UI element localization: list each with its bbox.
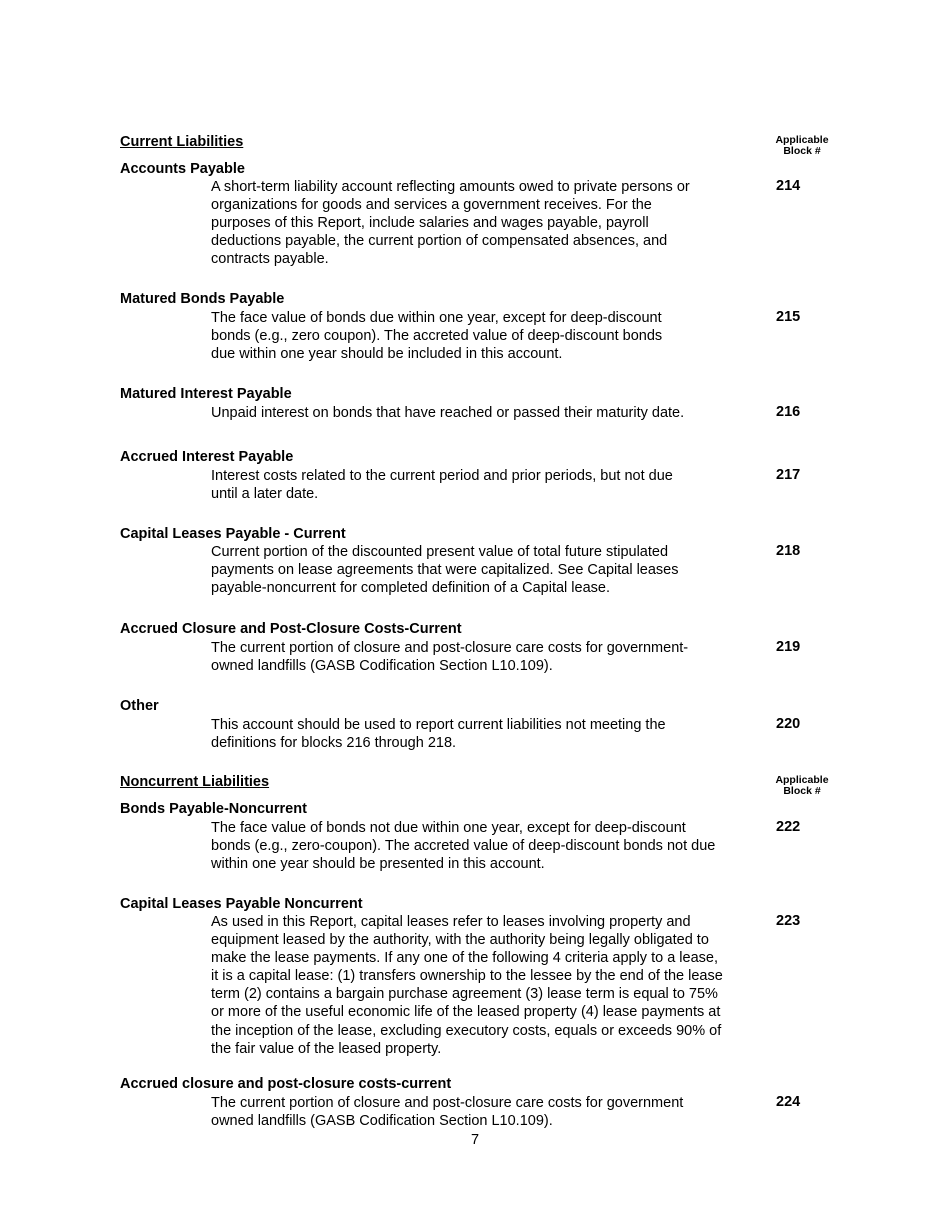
block-number-label: Block #: [783, 785, 821, 797]
description-line: The face value of bonds due within one year, except for deep-discount: [211, 310, 662, 326]
description-line: Current portion of the discounted present value of total future stipulated: [211, 544, 669, 560]
entry-description-matured-interest-payable: [211, 404, 760, 422]
description-line: definitions for blocks 216 through 218.: [211, 735, 457, 752]
entry-description-accrued-interest-payable: [211, 467, 760, 503]
description-line: deductions payable, the current portion of compensated absences, and: [211, 233, 668, 250]
applicable-label: Applicable: [775, 774, 829, 786]
description-line: The face value of bonds not due within one year, except for deep-discount: [211, 820, 686, 836]
description-line: equipment leased by the authority, with the authority being legally obligated to: [211, 932, 709, 949]
description-line: owned landfills (GASB Codification Section L10.109).: [211, 658, 553, 675]
description-line: contracts payable.: [211, 251, 329, 268]
entry-title-accrued-interest-payable: Accrued Interest Payable: [120, 449, 294, 465]
description-line: Unpaid interest on bonds that have reached or passed their maturity date.: [211, 405, 685, 421]
entry-title-matured-bonds-payable: Matured Bonds Payable: [120, 291, 285, 307]
entry-description-accrued-closure-costs-current-2: [211, 1094, 760, 1130]
block-number: 217: [776, 467, 801, 483]
applicable-block-header: [766, 775, 838, 797]
description-line: As used in this Report, capital leases refer to leases involving property and: [211, 914, 691, 930]
entry-title-capital-leases-payable-noncurrent: Capital Leases Payable Noncurrent: [120, 896, 363, 912]
entry-description-capital-leases-payable-current: [211, 543, 760, 597]
entry-description-accounts-payable: [211, 178, 760, 268]
description-line: until a later date.: [211, 486, 319, 503]
applicable-label: Applicable: [775, 134, 829, 146]
description-line: owned landfills (GASB Codification Section L10.109).: [211, 1113, 553, 1130]
description-line: make the lease payments. If any one of the following 4 criteria apply to a lease,: [211, 950, 718, 967]
description-line: This account should be used to report current liabilities not meeting the: [211, 717, 666, 733]
block-number: 222: [776, 819, 801, 835]
noncurrent-liabilities-heading: Noncurrent Liabilities: [120, 774, 270, 790]
block-number: 223: [776, 913, 801, 929]
description-line: the fair value of the leased property.: [211, 1040, 442, 1057]
entry-description-accrued-closure-costs-current: [211, 639, 760, 675]
description-line: payable-noncurrent for completed definition of a Capital lease.: [211, 580, 610, 597]
description-line: The current portion of closure and post-closure care costs for government: [211, 1095, 684, 1111]
description-line: payments on lease agreements that were capitalized. See Capital leases: [211, 562, 679, 579]
entry-description-matured-bonds-payable: [211, 309, 760, 363]
entry-description-capital-leases-payable-noncurrent: [211, 913, 760, 1058]
description-line: bonds (e.g., zero-coupon). The accreted value of deep-discount bonds not due: [211, 838, 716, 855]
entry-title-accrued-closure-costs-current: Accrued Closure and Post-Closure Costs-Current: [120, 621, 462, 637]
block-number: 224: [776, 1094, 801, 1110]
entry-title-matured-interest-payable: Matured Interest Payable: [120, 386, 292, 402]
current-liabilities-heading: Current Liabilities: [120, 134, 244, 150]
description-line: due within one year should be included in this account.: [211, 346, 563, 363]
description-line: A short-term liability account reflecting amounts owed to private persons or: [211, 179, 690, 195]
description-line: organizations for goods and services a government receives. For the: [211, 197, 652, 214]
applicable-block-header: [766, 135, 838, 157]
entry-title-accrued-closure-costs-current-2: Accrued closure and post-closure costs-current: [120, 1076, 452, 1092]
entry-description-other: [211, 716, 760, 752]
block-number: 220: [776, 716, 801, 732]
block-number: 214: [776, 178, 801, 194]
description-line: Interest costs related to the current period and prior periods, but not due: [211, 468, 673, 484]
description-line: or more of the useful economic life of the leased property (4) lease payments at: [211, 1004, 721, 1021]
description-line: it is a capital lease: (1) transfers ownership to the lessee by the end of the lease: [211, 968, 723, 985]
page-number: 7: [470, 1132, 480, 1148]
entry-title-capital-leases-payable-current: Capital Leases Payable - Current: [120, 526, 346, 542]
entry-title-bonds-payable-noncurrent: Bonds Payable-Noncurrent: [120, 801, 307, 817]
entry-title-other: Other: [120, 698, 159, 714]
description-line: term (2) contains a bargain purchase agreement (3) lease term is equal to 75%: [211, 986, 718, 1003]
description-line: the inception of the lease, excluding executory costs, equals or exceeds 90% of: [211, 1022, 722, 1039]
description-line: bonds (e.g., zero coupon). The accreted value of deep-discount bonds: [211, 328, 663, 345]
block-number: 218: [776, 543, 801, 559]
block-number: 215: [776, 309, 801, 325]
description-line: The current portion of closure and post-closure care costs for government-: [211, 640, 689, 656]
description-line: within one year should be presented in this account.: [211, 856, 545, 873]
entry-description-bonds-payable-noncurrent: [211, 819, 760, 873]
description-line: purposes of this Report, include salaries and wages payable, payroll: [211, 215, 649, 232]
entry-title-accounts-payable: Accounts Payable: [120, 161, 245, 177]
block-number: 219: [776, 639, 801, 655]
block-number-label: Block #: [783, 145, 821, 157]
block-number: 216: [776, 404, 801, 420]
